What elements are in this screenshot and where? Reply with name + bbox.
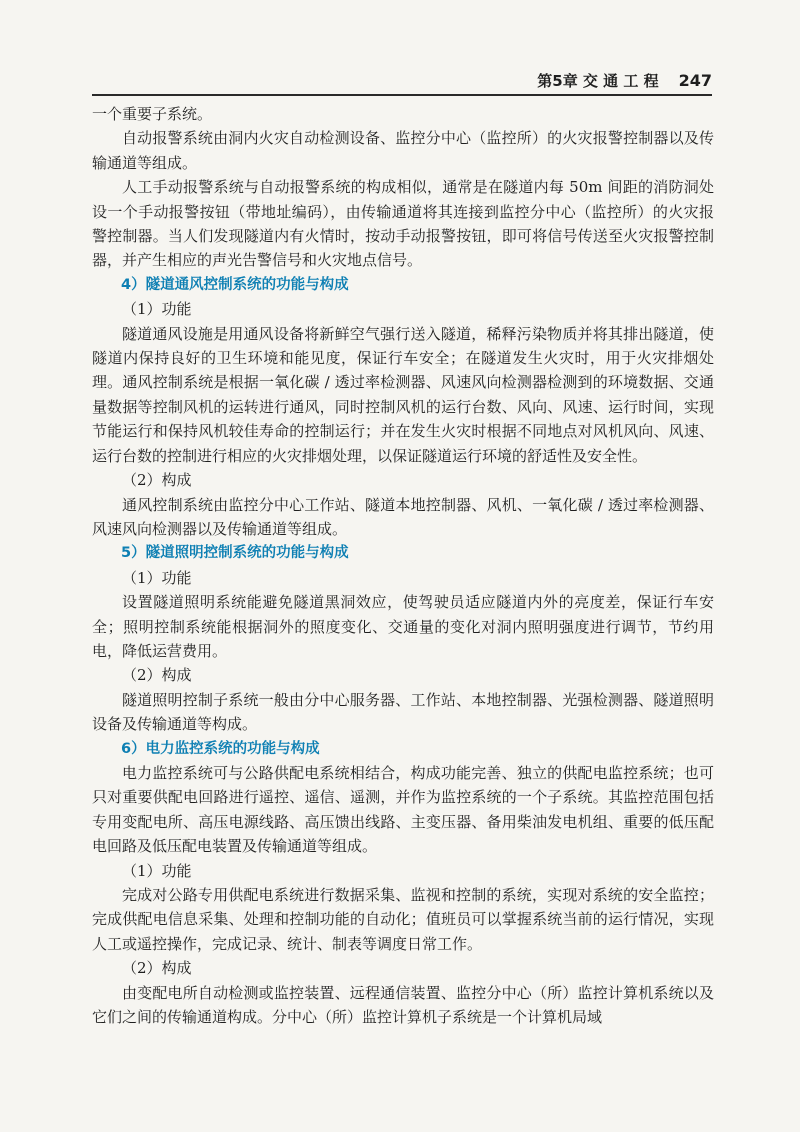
subsection-heading: （1）功能 xyxy=(122,861,192,880)
page-body xyxy=(92,102,714,1029)
page-number: 247 xyxy=(678,70,712,90)
subsection-heading: （1）功能 xyxy=(122,568,192,587)
subsection-heading: （2）构成 xyxy=(122,471,192,490)
paragraph: 通风控制系统由监控分中心工作站、隧道本地控制器、风机、一氧化碳 / 透过率检测器、风速风向检测器以及传输通道等组成。 xyxy=(92,495,714,538)
subsection-heading: （2）构成 xyxy=(122,666,192,685)
chapter-title: 第5章 交 通 工 程 xyxy=(537,71,659,90)
section-heading: 6）电力监控系统的功能与构成 xyxy=(121,740,320,757)
running-header xyxy=(92,66,712,96)
paragraph: 一个重要子系统。 xyxy=(92,105,213,123)
paragraph: 隧道照明控制子系统一般由分中心服务器、工作站、本地控制器、光强检测器、隧道照明设备及传输通道等构成。 xyxy=(92,690,714,734)
paragraph: 电力监控系统可与公路供配电系统相结合，构成功能完善、独立的供配电监控系统；也可只对重要供配电回路进行遥控、遥信、遥测，并作为监控系统的一个子系统。其监控范围包括专用变配电所、高压电源线路、高压馈出线路、主变压器、备用柴油发电机组、重要的低压配电回路及低压配电装置及传输通道等组成。 xyxy=(92,763,714,856)
paragraph: 自动报警系统由洞内火灾自动检测设备、监控分中心（监控所）的火灾报警控制器以及传输通道等组成。 xyxy=(92,129,714,172)
paragraph: 设置隧道照明系统能避免隧道黑洞效应，使驾驶员适应隧道内外的亮度差，保证行车安全；照明控制系统能根据洞外的照度变化、交通量的变化对洞内照明强度进行调节，节约用电，降低运营费用。 xyxy=(92,593,714,660)
section-heading: 4）隧道通风控制系统的功能与构成 xyxy=(121,276,349,293)
subsection-heading: （2）构成 xyxy=(122,959,192,978)
paragraph: 人工手动报警系统与自动报警系统的构成相似，通常是在隧道内每 50m 间距的消防洞处设一个手动报警按钮（带地址编码），由传输通道将其连接到监控分中心（监控所）的火灾报警控制器。当人们发现隧道内有火情时，按动手动报警按钮，即可将信号传送至火灾报警控制器，并产生相应的声光告警信号和火灾地点信号。 xyxy=(92,178,714,270)
section-heading: 5）隧道照明控制系统的功能与构成 xyxy=(121,545,349,562)
paragraph: 隧道通风设施是用通风设备将新鲜空气强行送入隧道，稀释污染物质并将其排出隧道，使隧道内保持良好的卫生环境和能见度，保证行车安全；在隧道发生火灾时，用于火灾排烟处理。通风控制系统是根据一氧化碳 / 透过率检测器、风速风向检测器检测到的环境数据、交通量数据等控制风机的运转进行通风，同时控制风机的运行台数、风向、风速、运行时间，实现节能运行和保持风机较佳寿命的控制运行；并在发生火灾时根据不同地点对风机风向、风速、运行台数的控制进行相应的火灾排烟处理，以保证隧道运行环境的舒适性及安全性。 xyxy=(92,324,714,465)
subsection-heading: （1）功能 xyxy=(122,300,192,319)
paragraph: 由变配电所自动检测或监控装置、远程通信装置、监控分中心（所）监控计算机系统以及它们之间的传输通道构成。分中心（所）监控计算机子系统是一个计算机局域 xyxy=(92,983,714,1027)
paragraph: 完成对公路专用供配电系统进行数据采集、监视和控制的系统，实现对系统的安全监控；完成供配电信息采集、处理和控制功能的自动化；值班员可以掌握系统当前的运行情况，实现人工或遥控操作，完成记录、统计、制表等调度日常工作。 xyxy=(92,886,714,953)
